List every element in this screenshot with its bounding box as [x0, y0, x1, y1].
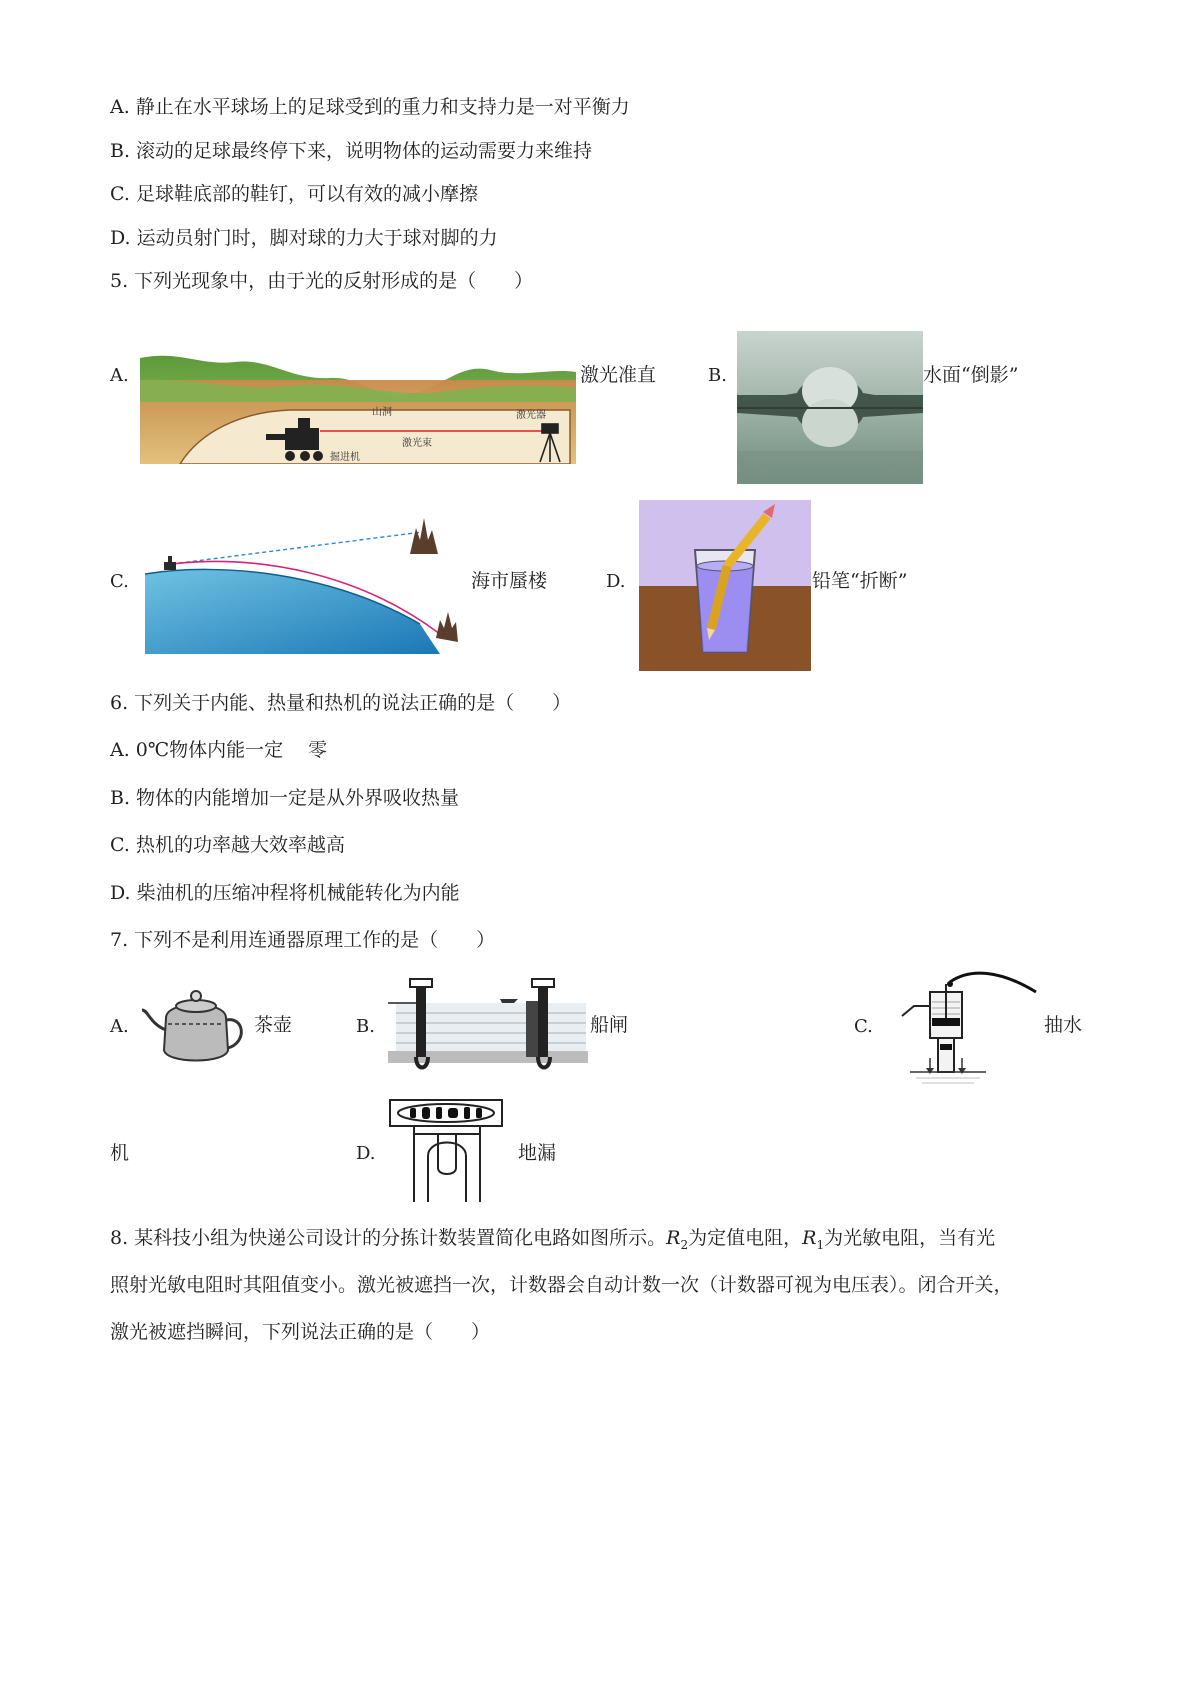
q4-option-a: A. 静止在水平球场上的足球受到的重力和支持力是一对平衡力	[110, 96, 630, 118]
q7-c-label: C.	[854, 1016, 873, 1037]
q7-c-caption-cont: 机	[110, 1142, 130, 1164]
q6-option-c: C. 热机的功率越大效率越高	[110, 834, 345, 856]
mirage-figure	[140, 514, 460, 654]
q5-c-caption: 海市蜃楼	[471, 570, 548, 592]
laser-device-label: 激光器	[516, 410, 546, 421]
q5-d-caption: 铅笔“折断”	[812, 570, 908, 592]
laser-beam-label: 激光束	[402, 438, 432, 449]
q5-a-label: A.	[110, 365, 129, 386]
floor-drain-figure	[388, 1098, 506, 1204]
tunnel-laser-figure	[140, 352, 576, 464]
q7-b-caption: 船闸	[590, 1014, 629, 1036]
ship-lock-figure	[388, 973, 588, 1073]
q8-line-3: 激光被遮挡瞬间，下列说法正确的是（ ）	[110, 1321, 491, 1343]
q4-option-c: C. 足球鞋底部的鞋钉，可以有效的减小摩擦	[110, 183, 478, 205]
q5-c-label: C.	[110, 571, 129, 592]
r2-symbol: R	[666, 1227, 681, 1249]
q6-option-b: B. 物体的内能增加一定是从外界吸收热量	[110, 787, 460, 809]
q5-b-label: B.	[708, 365, 727, 386]
q7-stem: 7. 下列不是利用连通器原理工作的是（ ）	[110, 929, 496, 951]
r1-subscript: 1	[816, 1237, 825, 1252]
q8-line-2: 照射光敏电阻时其阻值变小。激光被遮挡一次，计数器会自动计数一次（计数器可视为电压表）。闭合开关，	[110, 1274, 1013, 1296]
pencil-in-glass-figure	[639, 500, 811, 671]
q7-a-caption: 茶壶	[254, 1014, 293, 1036]
q7-a-label: A.	[110, 1016, 129, 1037]
q7-d-caption: 地漏	[518, 1142, 557, 1164]
q5-stem: 5. 下列光现象中，由于光的反射形成的是（ ）	[110, 270, 534, 292]
q8-line-1-mid: 为定值电阻，	[688, 1227, 803, 1249]
q7-b-label: B.	[356, 1016, 375, 1037]
q5-a-caption: 激光准直	[580, 364, 657, 386]
q5-d-label: D.	[606, 571, 626, 592]
boring-machine-label: 掘进机	[330, 452, 360, 463]
r1-symbol: R	[802, 1227, 817, 1249]
r2-subscript: 2	[680, 1237, 689, 1252]
q8-line-1	[110, 1226, 995, 1257]
q6-option-a: A. 0℃物体内能一定 零	[110, 739, 328, 761]
bridge-reflection-photo	[737, 331, 923, 484]
q7-d-label: D.	[356, 1143, 376, 1164]
q4-option-b: B. 滚动的足球最终停下来，说明物体的运动需要力来维持	[110, 140, 593, 162]
q5-b-caption: 水面“倒影”	[923, 364, 1019, 386]
q4-option-d: D. 运动员射门时，脚对球的力大于球对脚的力	[110, 227, 498, 249]
q8-line-1-post: 为光敏电阻，当有光	[824, 1227, 996, 1249]
water-pump-figure	[890, 962, 1040, 1086]
cave-label: 山洞	[372, 407, 392, 418]
teapot-figure	[140, 980, 252, 1070]
q7-c-caption: 抽水	[1044, 1014, 1083, 1036]
q8-line-1-pre: 8. 某科技小组为快递公司设计的分拣计数装置简化电路如图所示。	[110, 1227, 667, 1249]
q6-stem: 6. 下列关于内能、热量和热机的说法正确的是（ ）	[110, 692, 572, 714]
q6-option-d: D. 柴油机的压缩冲程将机械能转化为内能	[110, 882, 460, 904]
